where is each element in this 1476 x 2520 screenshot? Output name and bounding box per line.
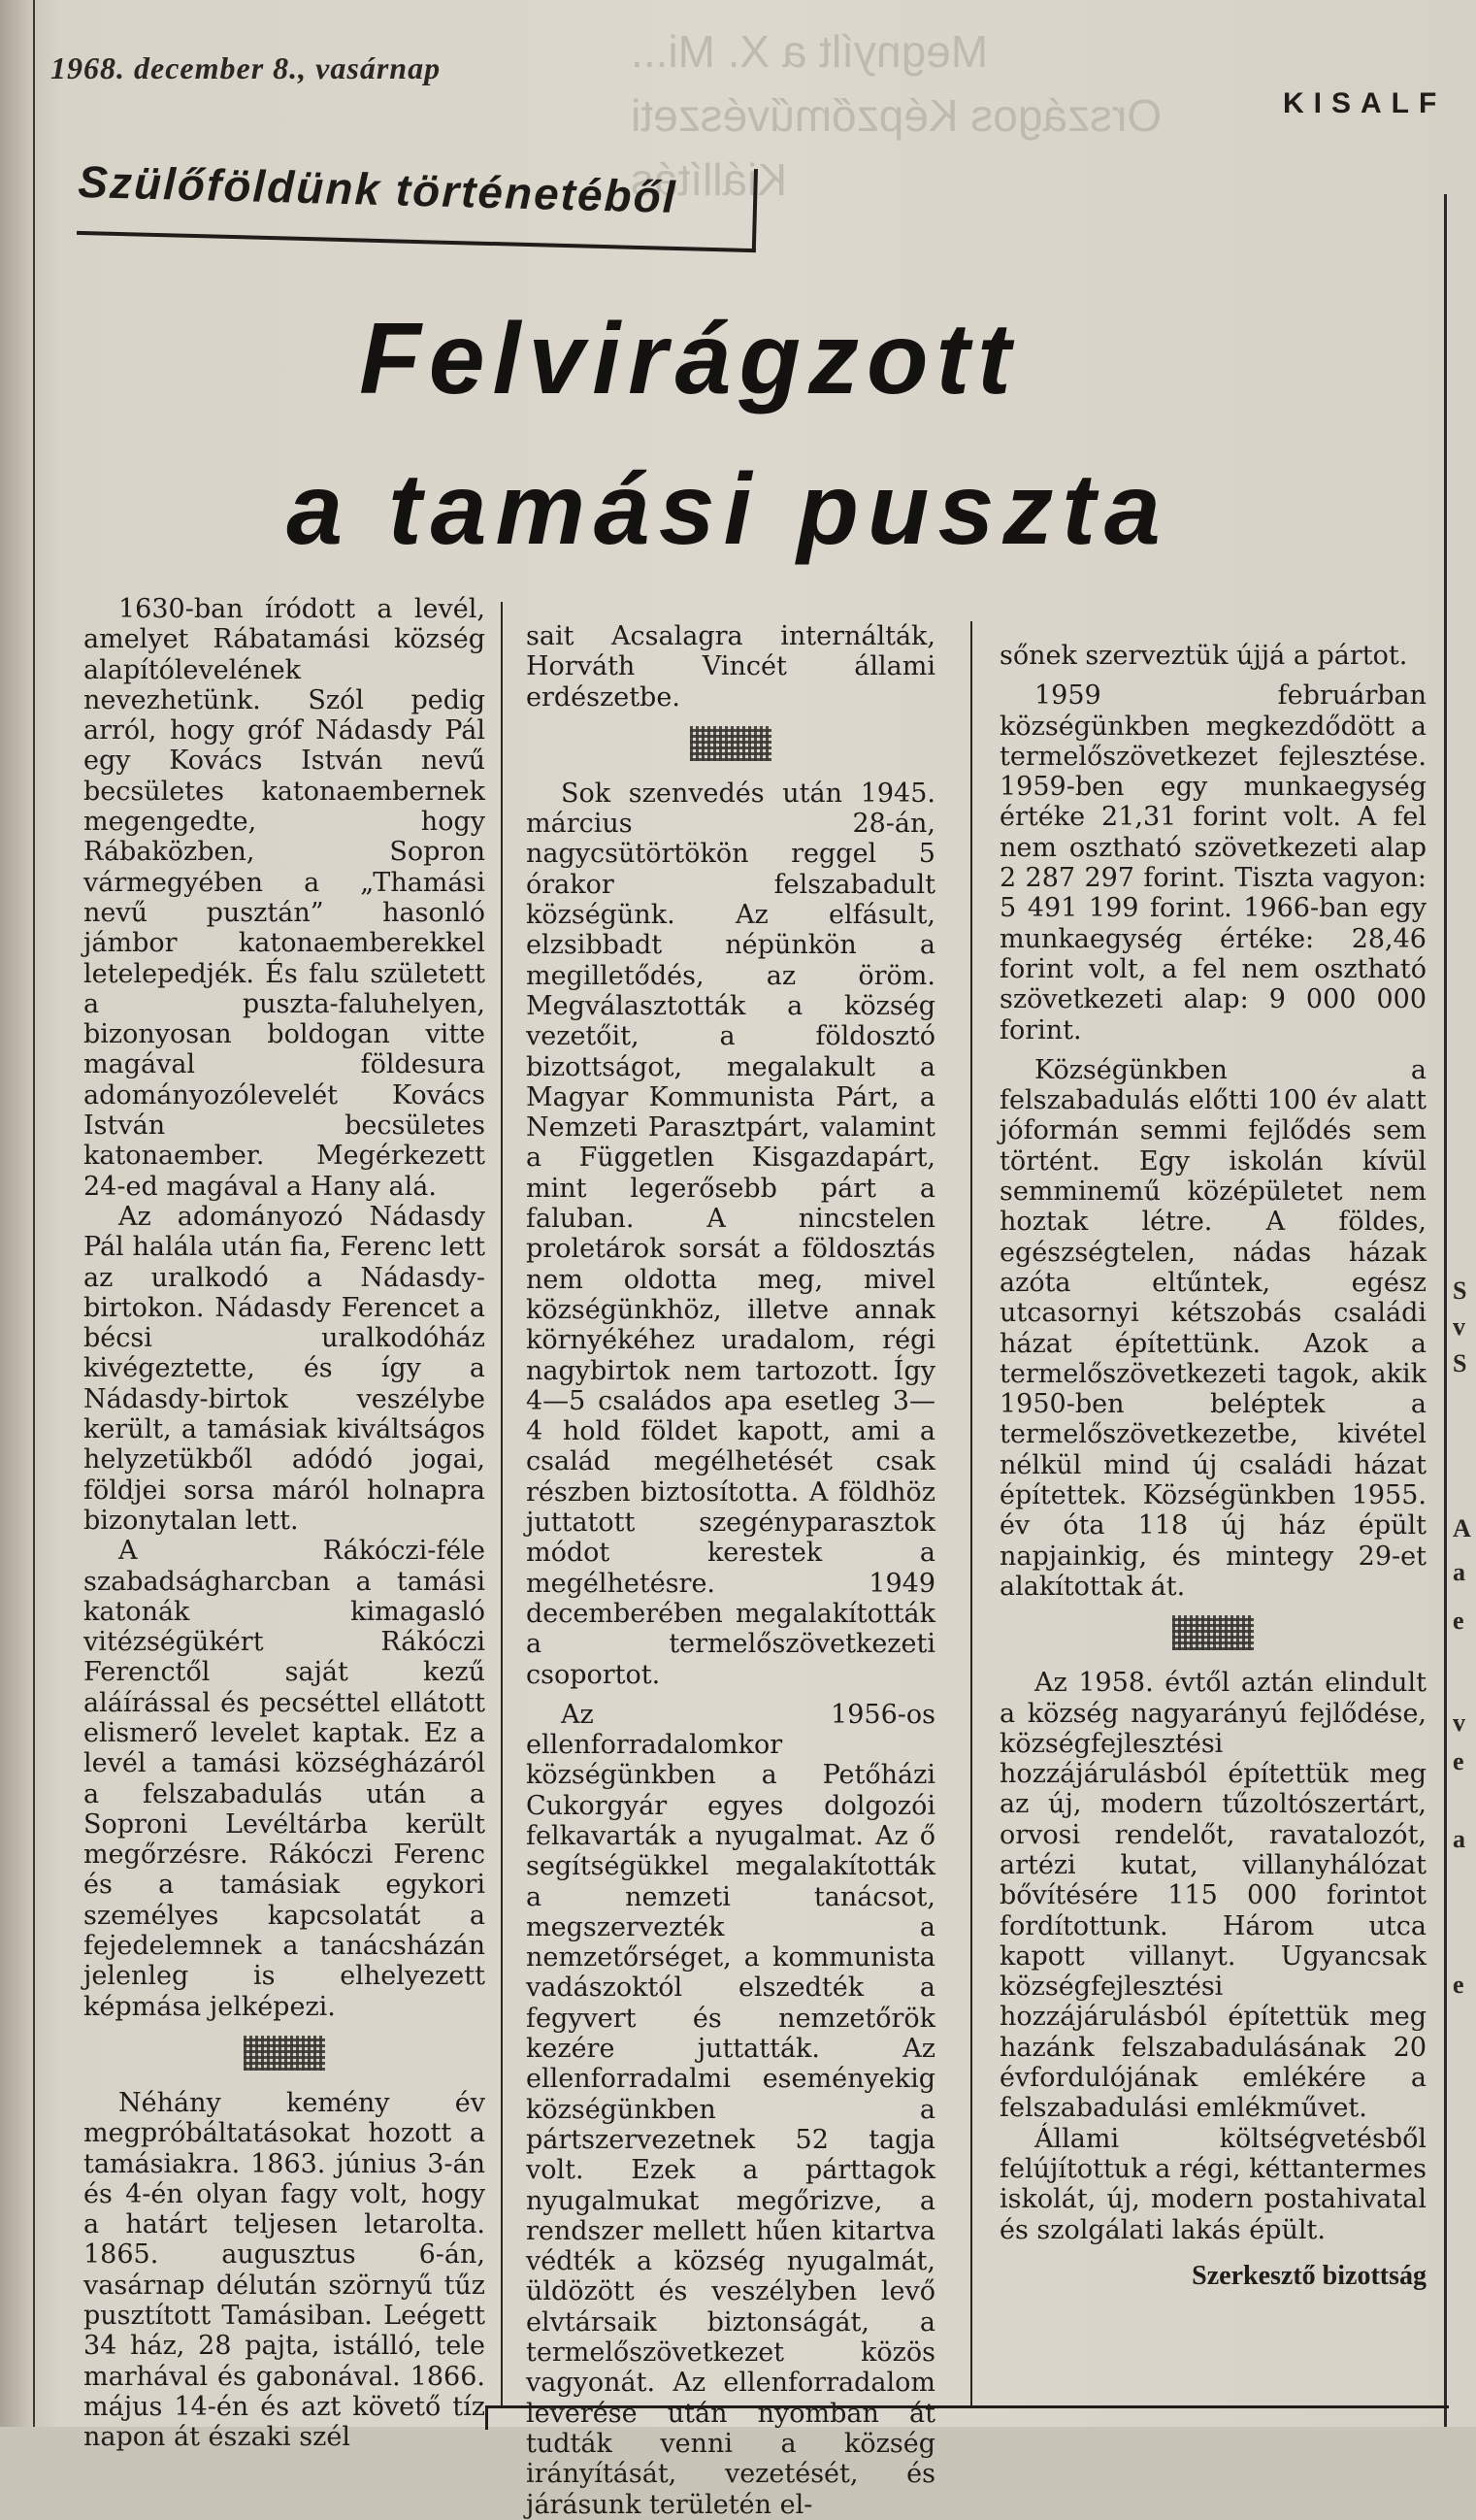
adjacent-page-strip xyxy=(0,0,35,2427)
headline-line-2: a tamási puszta xyxy=(286,453,1169,566)
paragraph: 1630-ban íródott a levél, amelyet Rábatamási község alapítólevelének nevezhetünk. Szól pedig arról, hogy gróf Nádasdy Pál egy Kovács István nevű becsületes katonaembernek megengedte, hogy Rábaközben, Sopron vármegyében a „Thamási nevű pusztán” hasonló jámbor katonaemberekkel letelepedjék. És falu született a puszta-faluhelyen, bizonyosan boldogan vitte magával földesura adományozólevelét Kovács István becsületes katonaember. Megérkezett 24-ed magával a Hany alá. xyxy=(83,594,485,1202)
show-through-text: Megnyílt a X. Mi... Országos Képzőművészeti Kiállítás xyxy=(631,26,1163,205)
paragraph: Néhány kemény év megpróbáltatásokat hozott a tamásiakra. 1863. június 3-án és 4-én olyan fagy volt, hogy a határt teljesen letarolta. 1865. augusztus 6-án, vasárnap délután szörnyű tűz pusztított Tamásiban. Leégett 34 ház, 28 pajta, istálló, tele marhával és gabonával. 1866. május 14-én és azt követő tíz napon át északi szél xyxy=(83,2087,485,2453)
paragraph: Sok szenvedés után 1945. március 28-án, nagycsütörtökön reggel 5 órakor felszabadult községünk. Az elfásult, elzsibbadt népünkön a megilletődés, az öröm. Megválasztották a község vezetőit, a földosztó bizottságot, megalakult a Magyar Kommunista Párt, a Nemzeti Parasztpárt, valamint a Független Kisgazdapárt, mint legerősebb párt a faluban. A nincstelen proletárok sorsát a földosztás nem oldotta meg, mivel községünkhöz, illetve annak környékéhez uradalom, régi nagybirtok nem tartozott. Így 4—5 családos apa esetleg 3—4 hold földet kapott, ami a család megélhetését csak részben biztosította. A földhöz juttatott szegényparasztok módot kerestek a megélhetésre. 1949 decemberében megalakították a termelőszövetkezeti csoportot. xyxy=(526,778,935,1690)
adjacent-column-strip: S v S A a e v e a e xyxy=(1444,194,1476,2427)
section-ornament-icon xyxy=(244,2036,325,2071)
headline-line-1: Felvirágzott xyxy=(359,303,1019,415)
section-kicker: Szülőföldünk történetéből xyxy=(77,151,758,252)
paragraph: Az adományozó Nádasdy Pál halála után fia, Ferenc lett az uralkodó a Nádasdy-birtokon. Nádasdy Ferencet a bécsi uralkodóház kivégeztette, és így a Nádasdy-birtok veszélybe került, a tamásiak kiváltságos helyzetükből adódó jogai, földjei sorsa máról holnapra bizonytalan lett. xyxy=(83,1201,485,1536)
next-article-frame xyxy=(485,2405,1449,2430)
section-ornament-icon xyxy=(690,726,771,761)
paragraph: sőnek szerveztük újjá a pártot. xyxy=(1000,641,1408,671)
paragraph: sait Acsalagra internálták, Horváth Vincét állami erdészetbe. xyxy=(526,621,935,713)
issue-date: 1968. december 8., vasárnap xyxy=(50,50,442,85)
paragraph: Az 1956-os ellenforradalomkor községünkben a Petőházi Cukorgyár egyes dolgozói felkavarták a nyugalmat. Az ő segítségükkel megalakították a nemzeti tanácsot, megszervezték a nemzetőrséget, a kommunista vadászoktól elszedték a fegyvert és nemzetőrök kezére juttatták. Az ellenforradalmi eseményekig községünkben a pártszervezetnek 52 tagja volt. Ezek a párttagok nyugalmukat megőrizve, a rendszer mellett hűen kitartva védték a község nyugalmát, üldözött és veszélyben levő elvtársaik biztonságát, a termelőszövetkezet közös vagyonát. Az ellenforradalom leverése után nyomban át tudták venni a község irányítását, vezetését, és járásunk területén el- xyxy=(526,1699,935,2520)
newspaper-name: KISALF xyxy=(1283,87,1447,119)
article-signature: Szerkesztő bizottság xyxy=(1192,2260,1427,2291)
article-column-3 xyxy=(1000,641,1427,2291)
section-ornament-icon xyxy=(1172,1615,1254,1650)
article-column-2 xyxy=(526,621,935,2520)
paragraph: 1959 februárban községünkben megkezdődött a termelőszövetkezet fejlesztése. 1959-ben egy munkaegység értéke 21,31 forint volt. A fel nem osztható szövetkezeti alap 2 287 297 forint. Tiszta vagyon: 5 491 199 forint. 1966-ban egy munkaegység értéke: 28,46 forint volt, a fel nem osztható szövetkezeti alap: 9 000 000 forint. xyxy=(1000,680,1427,1045)
paragraph: Községünkben a felszabadulás előtti 100 év alatt jóformán semmi fejlődés sem történt. Egy iskolán kívül semminemű középületet nem hoztak létre. A földes, egészségtelen, nádas házak azóta eltűntek, egész utcasornyi kétszobás családi házat építettünk. Azok a termelőszövetkezeti tagok, akik 1950-ben beléptek a termelőszövetkezetbe, kivétel nélkül mind új családi házat építettek. Községünkben 1955. év óta 118 új ház épült napjainkig, és mintegy 29-et alakítottak át. xyxy=(1000,1054,1427,1602)
article-column-1 xyxy=(83,594,485,2453)
paragraph: Állami költségvetésből felújítottuk a régi, kéttantermes iskolát, új, modern postahivatal és szolgálati lakás épült. xyxy=(1000,2123,1427,2245)
paragraph: Az 1958. évtől aztán elindult a község nagyarányú fejlődése, községfejlesztési hozzájárulásból építettük meg az új, modern tűzoltószertárt, orvosi rendelőt, ravatalozót, artézi kutat, villanyhálózat bővítésére 115 000 forintot fordítottunk. Három utca kapott villanyt. Ugyancsak községfejlesztési hozzájárulásból építettük meg hazánk felszabadulásának 20 évfordulójának emlékére a felszabadulási emlékművet. xyxy=(1000,1668,1427,2124)
column-divider xyxy=(970,621,972,2407)
paragraph: A Rákóczi-féle szabadságharcban a tamási katonák kimagasló vitézségükért Rákóczi Ferenctől saját kezű aláírással és pecséttel ellátott elismerő levelet kaptak. Ez a levél a tamási községházáról a felszabadulás után a Soproni Levéltárba került megőrzésre. Rákóczi Ferenc és a tamásiak egykori személyes kapcsolatát a fejedelemnek a tanácsházán jelenleg is elhelyezett képmása jelképezi. xyxy=(83,1536,485,2022)
column-divider xyxy=(501,602,503,2407)
